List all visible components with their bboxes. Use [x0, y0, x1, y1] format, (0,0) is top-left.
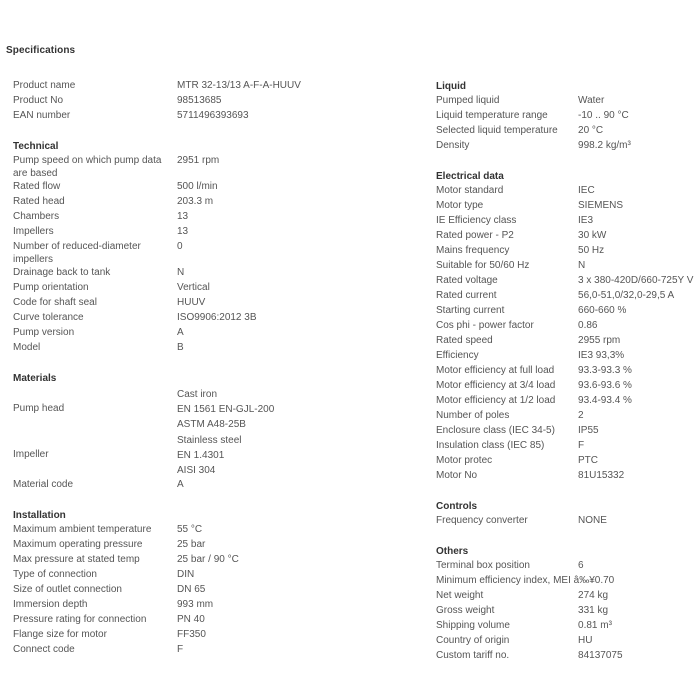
spec-row-country-of-origin — [436, 634, 700, 649]
spec-row-motor-standard — [436, 184, 700, 199]
spec-value: 0.70 — [594, 575, 615, 586]
spec-row-suitable-for-50-60-hz — [436, 259, 700, 274]
spec-label: Curve tolerance — [13, 312, 84, 323]
section-title: Others — [436, 546, 469, 557]
spec-row-product-name — [13, 79, 423, 94]
spec-row-net-weight — [436, 589, 700, 604]
spec-value: B — [177, 342, 184, 353]
spec-value: F — [578, 440, 585, 451]
spec-row-insulation-class-iec-85 — [436, 439, 700, 454]
spec-row-mains-frequency — [436, 244, 700, 259]
section-technical — [13, 139, 423, 356]
spec-label: Terminal box position — [436, 560, 530, 571]
spec-row-impellers — [13, 225, 423, 240]
spec-value: N — [578, 260, 586, 271]
spec-value: 998.2 kg/m³ — [578, 140, 631, 151]
spec-value: A — [177, 479, 184, 490]
spec-value: 274 kg — [578, 590, 609, 601]
spec-row-rated-current — [436, 289, 700, 304]
spec-value: FF350 — [177, 629, 206, 640]
spec-label: Number of reduced-diameter impellers — [13, 241, 141, 265]
spec-label: EAN number — [13, 110, 71, 121]
spec-value: Water — [578, 95, 605, 106]
spec-value: F — [177, 644, 184, 655]
spec-row-motor-efficiency-at-3-4-load — [436, 379, 700, 394]
spec-row-max-pressure-at-stated-temp — [13, 553, 423, 568]
spec-value: Vertical — [177, 282, 210, 293]
spec-row-chambers — [13, 210, 423, 225]
spec-row-pump-version — [13, 326, 423, 341]
spec-row-frequency-converter — [436, 514, 700, 529]
spec-label: Motor efficiency at 1/2 load — [436, 395, 556, 406]
spec-row-density — [436, 139, 700, 154]
spec-label: Motor efficiency at 3/4 load — [436, 380, 556, 391]
spec-value: IP55 — [578, 425, 599, 436]
spec-label: Pump orientation — [13, 282, 89, 293]
right-spec-column — [436, 79, 700, 679]
spec-row-pumped-liquid — [436, 94, 700, 109]
spec-label: Rated power - P2 — [436, 230, 514, 241]
section-title: Installation — [13, 510, 66, 521]
spec-label: Minimum efficiency index, MEI â‰¥ — [436, 575, 595, 586]
spec-value: 331 kg — [578, 605, 609, 616]
spec-value: 2951 rpm — [177, 155, 220, 166]
spec-label: Motor type — [436, 200, 484, 211]
spec-row-model — [13, 341, 423, 356]
spec-label: Size of outlet connection — [13, 584, 122, 595]
spec-row-motor-no — [436, 469, 700, 484]
spec-value: 50 Hz — [578, 245, 605, 256]
spec-label: Model — [13, 342, 41, 353]
spec-value: HU — [578, 635, 593, 646]
section-title: Technical — [13, 141, 59, 152]
spec-row-flange-size-for-motor — [13, 628, 423, 643]
spec-label: Rated flow — [13, 181, 61, 192]
spec-row-motor-protec — [436, 454, 700, 469]
spec-row-pump-speed-on-which-pump-data-are-based — [13, 154, 423, 180]
spec-value: 0.86 — [578, 320, 598, 331]
spec-label: Number of poles — [436, 410, 510, 421]
spec-row-starting-current — [436, 304, 700, 319]
spec-label: Motor No — [436, 470, 478, 481]
spec-label: Maximum operating pressure — [13, 539, 143, 550]
spec-row-liquid-temperature-range — [436, 109, 700, 124]
spec-value: NONE — [578, 515, 607, 526]
spec-value: 25 bar / 90 °C — [177, 554, 239, 565]
spec-label: Mains frequency — [436, 245, 510, 256]
spec-row-code-for-shaft-seal — [13, 296, 423, 311]
spec-row-pressure-rating-for-connection — [13, 613, 423, 628]
spec-label: Rated head — [13, 196, 65, 207]
spec-row-motor-type — [436, 199, 700, 214]
spec-value: 0 — [177, 241, 183, 252]
spec-label: Maximum ambient temperature — [13, 524, 152, 535]
section-materials — [13, 371, 423, 493]
spec-value: AISI 304 — [177, 465, 216, 476]
spec-label: Insulation class (IEC 85) — [436, 440, 545, 451]
spec-label: Net weight — [436, 590, 484, 601]
spec-row-type-of-connection — [13, 568, 423, 583]
section-title: Electrical data — [436, 171, 504, 182]
spec-label: Product No — [13, 95, 64, 106]
spec-label: Max pressure at stated temp — [13, 554, 140, 565]
spec-value: 84137075 — [578, 650, 623, 661]
spec-label: Shipping volume — [436, 620, 510, 631]
spec-row-gross-weight — [436, 604, 700, 619]
spec-row-motor-efficiency-at-full-load — [436, 364, 700, 379]
spec-label: Chambers — [13, 211, 60, 222]
spec-label: Impeller — [13, 448, 49, 460]
spec-value-list — [177, 386, 407, 432]
spec-value: 660-660 % — [578, 305, 627, 316]
spec-row-size-of-outlet-connection — [13, 583, 423, 598]
spec-value: HUUV — [177, 297, 206, 308]
spec-row-minimum-efficiency-index-mei — [436, 574, 700, 589]
spec-value: DN 65 — [177, 584, 206, 595]
spec-row-cos-phi-power-factor — [436, 319, 700, 334]
spec-value: 55 °C — [177, 524, 203, 535]
section-electrical-data — [436, 169, 700, 484]
spec-row-pump-orientation — [13, 281, 423, 296]
spec-value: 3 x 380-420D/660-725Y V — [578, 275, 694, 286]
spec-label: Rated voltage — [436, 275, 498, 286]
spec-value-list — [177, 432, 407, 478]
spec-label: Material code — [13, 479, 74, 490]
spec-label: Rated current — [436, 290, 497, 301]
spec-row-number-of-poles — [436, 409, 700, 424]
spec-row-rated-voltage — [436, 274, 700, 289]
spec-row-selected-liquid-temperature — [436, 124, 700, 139]
spec-row-rated-power-p2 — [436, 229, 700, 244]
spec-label: Drainage back to tank — [13, 267, 111, 278]
spec-value: 56,0-51,0/32,0-29,5 A — [578, 290, 675, 301]
spec-value: IE3 — [578, 215, 594, 226]
spec-value: EN 1.4301 — [177, 450, 225, 461]
spec-label: Density — [436, 140, 470, 151]
spec-label: Motor standard — [436, 185, 504, 196]
spec-value: 203.3 m — [177, 196, 214, 207]
spec-label: Pump version — [13, 327, 75, 338]
spec-label: Rated speed — [436, 335, 493, 346]
spec-row-efficiency — [436, 349, 700, 364]
spec-row-maximum-operating-pressure — [13, 538, 423, 553]
spec-row-rated-head — [13, 195, 423, 210]
section-others — [436, 544, 700, 664]
page-title: Specifications — [6, 45, 76, 56]
spec-row-immersion-depth — [13, 598, 423, 613]
spec-label: Motor efficiency at full load — [436, 365, 555, 376]
spec-label: Efficiency — [436, 350, 479, 361]
spec-label: Flange size for motor — [13, 629, 107, 640]
spec-label: Cos phi - power factor — [436, 320, 534, 331]
spec-row-maximum-ambient-temperature — [13, 523, 423, 538]
spec-value: 2 — [578, 410, 584, 421]
spec-label: Pump speed on which pump data are based — [13, 155, 162, 179]
spec-row-rated-flow — [13, 180, 423, 195]
spec-row-motor-efficiency-at-1-2-load — [436, 394, 700, 409]
spec-value: IE3 93,3% — [578, 350, 625, 361]
spec-value: 0.81 m³ — [578, 620, 612, 631]
section-title: Controls — [436, 501, 478, 512]
spec-label: Motor protec — [436, 455, 493, 466]
spec-row-terminal-box-position — [436, 559, 700, 574]
spec-value: 993 mm — [177, 599, 214, 610]
spec-value: 25 bar — [177, 539, 206, 550]
spec-value: MTR 32-13/13 A-F-A-HUUV — [177, 80, 301, 91]
spec-value: Stainless steel — [177, 435, 242, 446]
spec-row-ean-number — [13, 109, 423, 124]
spec-value: 30 kW — [578, 230, 607, 241]
spec-value: 6 — [578, 560, 584, 571]
spec-row-curve-tolerance — [13, 311, 423, 326]
spec-value: -10 .. 90 °C — [578, 110, 629, 121]
spec-value: 13 — [177, 226, 189, 237]
spec-label: Pump head — [13, 402, 65, 414]
spec-value: 98513685 — [177, 95, 222, 106]
spec-row-material-code — [13, 478, 423, 493]
section-installation — [13, 508, 423, 658]
spec-value: ISO9906:2012 3B — [177, 312, 257, 323]
section-title: Materials — [13, 373, 57, 384]
spec-row-drainage-back-to-tank — [13, 266, 423, 281]
spec-value-link[interactable]: 81U15332 — [578, 470, 625, 481]
spec-row-ie-efficiency-class — [436, 214, 700, 229]
spec-value: 20 °C — [578, 125, 604, 136]
spec-row-number-of-reduced-diameter-impellers — [13, 240, 423, 266]
spec-label: Suitable for 50/60 Hz — [436, 260, 530, 271]
spec-label: Enclosure class (IEC 34-5) — [436, 425, 555, 436]
spec-label: Type of connection — [13, 569, 97, 580]
spec-value: ASTM A48-25B — [177, 419, 246, 430]
spec-row-rated-speed — [436, 334, 700, 349]
spec-label: Immersion depth — [13, 599, 88, 610]
spec-row-product-no — [13, 94, 423, 109]
spec-value: 93.6-93.6 % — [578, 380, 632, 391]
spec-label: Gross weight — [436, 605, 495, 616]
section-liquid — [436, 79, 700, 154]
spec-label: Connect code — [13, 644, 75, 655]
spec-label: Selected liquid temperature — [436, 125, 558, 136]
spec-value: 93.3-93.3 % — [578, 365, 632, 376]
spec-value: 500 l/min — [177, 181, 218, 192]
spec-value: PN 40 — [177, 614, 205, 625]
spec-value: 13 — [177, 211, 189, 222]
section-general — [13, 79, 423, 124]
spec-label: Pressure rating for connection — [13, 614, 147, 625]
spec-label: IE Efficiency class — [436, 215, 517, 226]
spec-label: Pumped liquid — [436, 95, 500, 106]
spec-value: PTC — [578, 455, 599, 466]
spec-label: Impellers — [13, 226, 54, 237]
spec-value: A — [177, 327, 184, 338]
spec-value: 2955 rpm — [578, 335, 621, 346]
spec-row-connect-code — [13, 643, 423, 658]
spec-value: Cast iron — [177, 389, 218, 400]
spec-value: 5711496393693 — [177, 110, 249, 121]
spec-label: Product name — [13, 80, 76, 91]
spec-label: Liquid temperature range — [436, 110, 548, 121]
spec-value: 93.4-93.4 % — [578, 395, 632, 406]
spec-label: Starting current — [436, 305, 505, 316]
spec-row-custom-tariff-no — [436, 649, 700, 664]
spec-value: IEC — [578, 185, 595, 196]
spec-label: Custom tariff no. — [436, 650, 510, 661]
spec-row-enclosure-class-iec-34-5 — [436, 424, 700, 439]
spec-label: Frequency converter — [436, 515, 528, 526]
spec-label: Code for shaft seal — [13, 297, 97, 308]
spec-row-shipping-volume — [436, 619, 700, 634]
spec-row-pump-head — [13, 386, 423, 432]
spec-value: N — [177, 267, 185, 278]
spec-value: SIEMENS — [578, 200, 624, 211]
spec-value: DIN — [177, 569, 195, 580]
section-title: Liquid — [436, 81, 466, 92]
left-spec-column — [13, 79, 423, 673]
section-controls — [436, 499, 700, 529]
spec-value: EN 1561 EN-GJL-200 — [177, 404, 275, 415]
spec-label: Country of origin — [436, 635, 510, 646]
spec-row-impeller — [13, 432, 423, 478]
